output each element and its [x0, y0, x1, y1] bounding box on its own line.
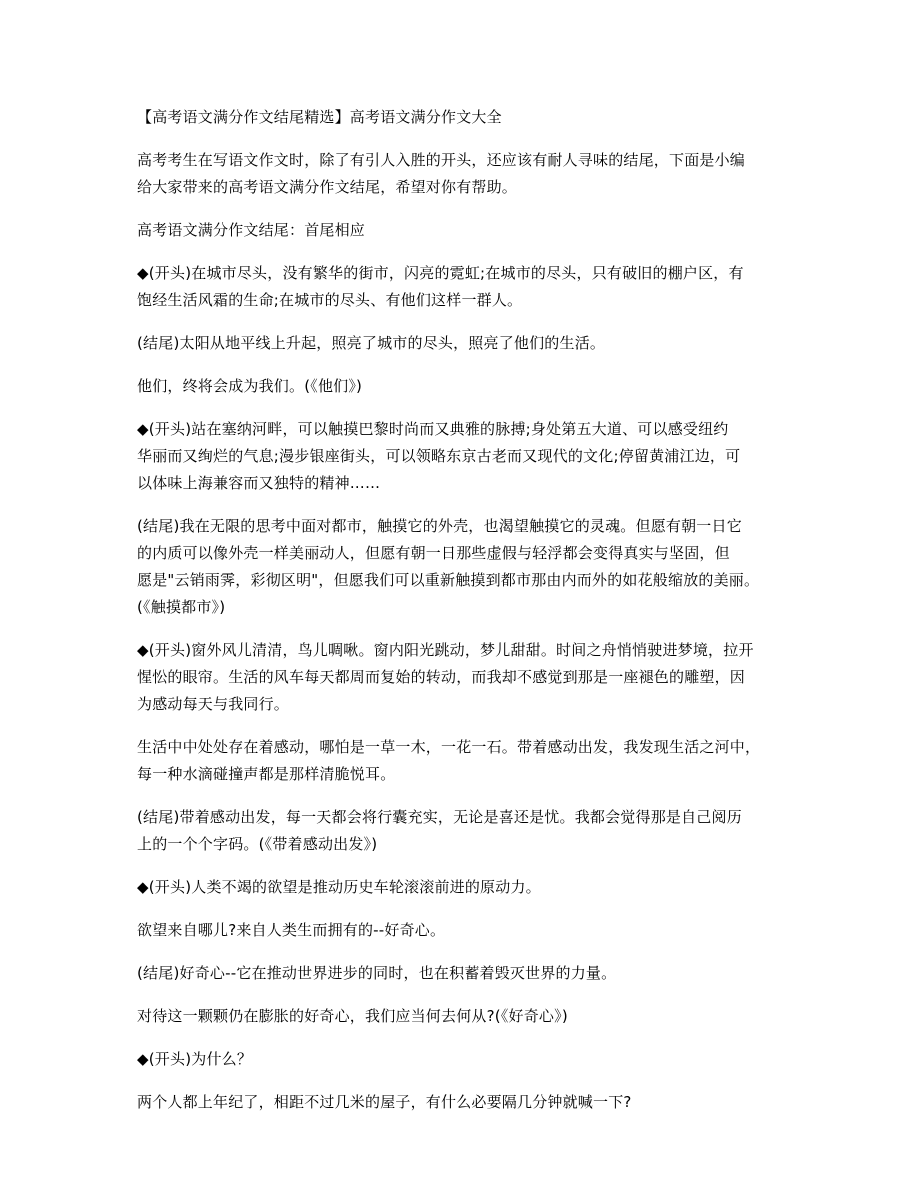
text-line: (结尾)我在无限的思考中面对都市，触摸它的外壳，也渴望触摸它的灵魂。但愿有朝一日它 — [137, 517, 742, 535]
paragraph — [137, 917, 797, 944]
text-line: ◆(开头)人类不竭的欲望是推动历史车轮滚滚前进的原动力。 — [137, 878, 541, 896]
text-line: 给大家带来的高考语文满分作文结尾，希望对你有帮助。 — [137, 178, 518, 196]
text-line: 生活中中处处存在着感动，哪怕是一草一木，一花一石。带着感动出发，我发现生活之河中， — [137, 738, 761, 756]
text-line: ◆(开头)在城市尽头，没有繁华的街市，闪亮的霓虹;在城市的尽头，只有破旧的棚户区，有 — [137, 264, 744, 282]
paragraph — [137, 147, 797, 201]
paragraph — [137, 1003, 797, 1030]
text-line: ◆(开头)窗外风儿清清，鸟儿啁啾。窗内阳光跳动，梦儿甜甜。时间之舟悄悄驶进梦境，拉开 — [137, 641, 754, 659]
document-title — [137, 104, 797, 131]
paragraph — [137, 416, 797, 497]
text-line: (《触摸都市》) — [137, 598, 226, 616]
text-line: 为感动每天与我同行。 — [137, 695, 290, 713]
text-line: 两个人都上年纪了，相距不过几米的屋子，有什么必要隔几分钟就喊一下? — [137, 1093, 632, 1111]
text-line: (结尾)好奇心--它在推动世界进步的同时，也在积蓄着毁灭世界的力量。 — [137, 964, 617, 982]
text-line: ◆(开头)站在塞纳河畔，可以触摸巴黎时尚而又典雅的脉搏;身处第五大道、可以感受纽约 — [137, 420, 729, 438]
paragraph — [137, 960, 797, 987]
text-line: (结尾)太阳从地平线上升起，照亮了城市的尽头，照亮了他们的生活。 — [137, 334, 606, 352]
paragraph — [137, 1089, 797, 1116]
text-line: 惺忪的眼帘。生活的风车每天都周而复始的转动，而我却不感觉到那是一座褪色的雕塑，因 — [137, 668, 746, 686]
paragraph — [137, 217, 797, 244]
paragraph — [137, 874, 797, 901]
paragraph — [137, 330, 797, 357]
text-line: (结尾)带着感动出发，每一天都会将行囊充实，无论是喜还是忧。我都会觉得那是自己阅历 — [137, 808, 742, 826]
text-line: 高考语文满分作文结尾：首尾相应 — [137, 221, 366, 239]
text-line: 【高考语文满分作文结尾精选】高考语文满分作文大全 — [137, 108, 502, 126]
text-line: 每一种水滴碰撞声都是那样清脆悦耳。 — [137, 765, 396, 783]
paragraph — [137, 1046, 797, 1073]
text-line: 高考考生在写语文作文时，除了有引人入胜的开头，还应该有耐人寻味的结尾，下面是小编 — [137, 151, 746, 169]
text-line: 饱经生活风霜的生命;在城市的尽头、有他们这样一群人。 — [137, 291, 523, 309]
document-page — [137, 104, 797, 1132]
text-line: 对待这一颗颗仍在膨胀的好奇心，我们应当何去何从?(《好奇心》) — [137, 1007, 568, 1025]
document-body — [137, 147, 797, 1116]
paragraph — [137, 513, 797, 621]
paragraph — [137, 637, 797, 718]
paragraph — [137, 373, 797, 400]
paragraph — [137, 804, 797, 858]
text-line: ◆(开头)为什么？ — [137, 1050, 253, 1068]
text-line: 以体味上海兼容而又独特的精神…… — [137, 474, 381, 492]
text-line: 他们，终将会成为我们。(《他们》) — [137, 377, 363, 395]
text-line: 上的一个个字码。(《带着感动出发》) — [137, 835, 378, 853]
text-line: 愿是"云销雨霁，彩彻区明"，但愿我们可以重新触摸到都市那由内而外的如花般缩放的美丽。 — [137, 571, 760, 589]
text-line: 欲望来自哪儿?来自人类生而拥有的--好奇心。 — [137, 921, 446, 939]
text-line: 的内质可以像外壳一样美丽动人，但愿有朝一日那些虚假与轻浮都会变得真实与坚固，但 — [137, 544, 730, 562]
paragraph — [137, 734, 797, 788]
paragraph — [137, 260, 797, 314]
text-line: 华丽而又绚烂的气息;漫步银座街头，可以领略东京古老而又现代的文化;停留黄浦江边，可 — [137, 447, 741, 465]
